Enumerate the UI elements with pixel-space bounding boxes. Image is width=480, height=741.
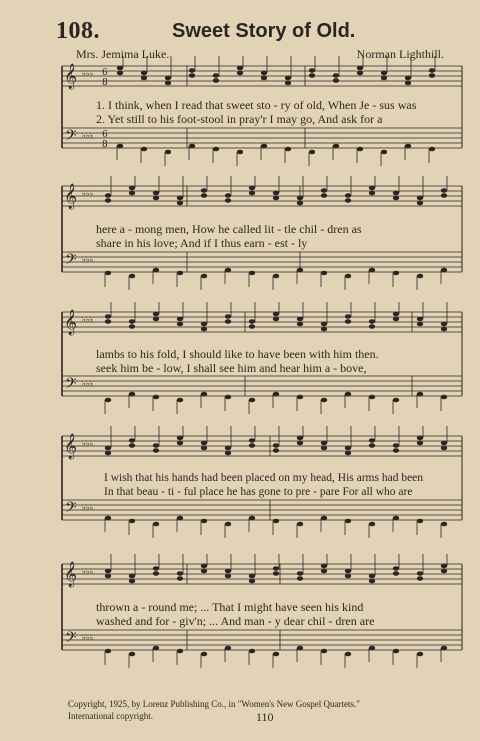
page-number: 110 [256, 710, 274, 724]
note-head-icon [345, 274, 351, 279]
bass-clef-icon: 𝄢 [65, 629, 77, 650]
note-head-icon [321, 564, 327, 569]
note-head-icon [225, 198, 231, 203]
note-head-icon [441, 646, 447, 651]
note-head-icon [309, 73, 315, 78]
composer-credit: Norman Lighthill. [356, 47, 444, 61]
note-head-icon [393, 317, 399, 322]
note-head-icon [333, 73, 339, 78]
note-head-icon [417, 441, 423, 446]
note-head-icon [201, 322, 207, 327]
note-head-icon [345, 519, 351, 524]
note-head-icon [225, 574, 231, 579]
note-head-icon [261, 144, 267, 149]
note-head-icon [297, 201, 303, 206]
note-head-icon [225, 319, 231, 324]
note-head-icon [429, 73, 435, 78]
note-head-icon [369, 324, 375, 329]
note-head-icon [441, 564, 447, 569]
note-head-icon [189, 68, 195, 73]
note-head-icon [225, 314, 231, 319]
lyric-line-verse2: washed and for - giv'n; ... And man - y dear chil - dren are [96, 614, 375, 628]
note-head-icon [153, 317, 159, 322]
key-signature-flat-icon: ♭♭♭ [82, 255, 94, 264]
note-head-icon [369, 268, 375, 273]
note-head-icon [201, 193, 207, 198]
note-head-icon [249, 319, 255, 324]
note-head-icon [321, 322, 327, 327]
note-head-icon [393, 312, 399, 317]
note-head-icon [129, 574, 135, 579]
note-head-icon [297, 436, 303, 441]
note-head-icon [429, 147, 435, 152]
note-head-icon [225, 395, 231, 400]
note-head-icon [369, 574, 375, 579]
note-head-icon [417, 652, 423, 657]
note-head-icon [417, 196, 423, 201]
note-head-icon [237, 71, 243, 76]
key-signature-flat-icon: ♭♭♭ [82, 379, 94, 388]
note-head-icon [153, 448, 159, 453]
note-head-icon [333, 78, 339, 83]
note-head-icon [393, 571, 399, 576]
copyright-notice: Copyright, 1925, by Lorenz Publishing Co., in "Women's New Gospel Quartets." [68, 699, 360, 709]
note-head-icon [189, 73, 195, 78]
international-copyright: International copyright. [68, 711, 153, 721]
note-head-icon [417, 201, 423, 206]
note-head-icon [369, 395, 375, 400]
note-head-icon [201, 392, 207, 397]
note-head-icon [297, 322, 303, 327]
note-head-icon [153, 268, 159, 273]
treble-clef-icon: 𝄞 [64, 184, 78, 209]
note-head-icon [273, 317, 279, 322]
note-head-icon [441, 193, 447, 198]
note-head-icon [321, 569, 327, 574]
note-head-icon [105, 516, 111, 521]
note-head-icon [345, 314, 351, 319]
note-head-icon [249, 574, 255, 579]
note-head-icon [141, 147, 147, 152]
lyric-line-verse2: In that beau - ti - ful place he has gone to pre - pare For all who are [104, 486, 413, 498]
note-head-icon [105, 398, 111, 403]
note-head-icon [225, 646, 231, 651]
note-head-icon [225, 569, 231, 574]
note-head-icon [441, 522, 447, 527]
lyric-line-verse1: I wish that his hands had been placed on my head, His arms had been [104, 472, 424, 484]
note-head-icon [105, 271, 111, 276]
note-head-icon [177, 201, 183, 206]
note-head-icon [249, 191, 255, 196]
note-head-icon [177, 571, 183, 576]
note-head-icon [321, 271, 327, 276]
note-head-icon [129, 438, 135, 443]
note-head-icon [429, 68, 435, 73]
note-head-icon [369, 186, 375, 191]
note-head-icon [129, 579, 135, 584]
note-head-icon [321, 193, 327, 198]
note-head-icon [225, 451, 231, 456]
note-head-icon [201, 274, 207, 279]
note-head-icon [177, 649, 183, 654]
note-head-icon [177, 398, 183, 403]
note-head-icon [309, 150, 315, 155]
note-head-icon [249, 271, 255, 276]
note-head-icon [333, 144, 339, 149]
bass-clef-icon: 𝄢 [65, 251, 77, 272]
note-head-icon [261, 76, 267, 81]
note-head-icon [129, 392, 135, 397]
note-head-icon [381, 71, 387, 76]
note-head-icon [225, 193, 231, 198]
note-head-icon [417, 519, 423, 524]
note-head-icon [321, 188, 327, 193]
note-head-icon [297, 646, 303, 651]
treble-clef-icon: 𝄞 [64, 64, 78, 89]
time-signature-top: 6 [102, 130, 108, 140]
author-credit: Mrs. Jemima Luke. [76, 47, 170, 61]
note-head-icon [249, 186, 255, 191]
note-head-icon [393, 649, 399, 654]
note-head-icon [441, 446, 447, 451]
time-signature-bottom: 8 [102, 140, 108, 150]
note-head-icon [417, 576, 423, 581]
note-head-icon [441, 322, 447, 327]
note-head-icon [177, 576, 183, 581]
note-head-icon [441, 395, 447, 400]
note-head-icon [297, 268, 303, 273]
note-head-icon [249, 398, 255, 403]
lyric-line-verse1: thrown a - round me; ... That I might have seen his kind [96, 600, 364, 614]
note-head-icon [201, 652, 207, 657]
note-head-icon [357, 147, 363, 152]
note-head-icon [321, 516, 327, 521]
lyric-line-verse2: 2. Yet still to his foot-stool in pray'r I may go, And ask for a [96, 112, 383, 126]
note-head-icon [393, 191, 399, 196]
note-head-icon [297, 576, 303, 581]
note-head-icon [393, 566, 399, 571]
time-signature-bottom: 8 [102, 78, 108, 88]
note-head-icon [177, 196, 183, 201]
note-head-icon [165, 81, 171, 86]
note-head-icon [369, 579, 375, 584]
bass-clef-icon: 𝄢 [65, 127, 77, 148]
note-head-icon [321, 327, 327, 332]
note-head-icon [201, 564, 207, 569]
key-signature-flat-icon: ♭♭♭ [82, 315, 94, 324]
note-head-icon [381, 76, 387, 81]
note-head-icon [417, 322, 423, 327]
note-head-icon [297, 441, 303, 446]
note-head-icon [393, 398, 399, 403]
note-head-icon [441, 327, 447, 332]
note-head-icon [345, 574, 351, 579]
note-head-icon [141, 76, 147, 81]
note-head-icon [369, 191, 375, 196]
note-head-icon [261, 71, 267, 76]
note-head-icon [153, 395, 159, 400]
note-head-icon [393, 516, 399, 521]
note-head-icon [153, 191, 159, 196]
note-head-icon [153, 646, 159, 651]
note-head-icon [201, 327, 207, 332]
note-head-icon [273, 392, 279, 397]
note-head-icon [273, 571, 279, 576]
note-head-icon [273, 519, 279, 524]
note-head-icon [285, 81, 291, 86]
note-head-icon [237, 66, 243, 71]
note-head-icon [165, 150, 171, 155]
note-head-icon [345, 446, 351, 451]
note-head-icon [417, 317, 423, 322]
note-head-icon [249, 579, 255, 584]
note-head-icon [309, 68, 315, 73]
note-head-icon [153, 571, 159, 576]
note-head-icon [249, 438, 255, 443]
note-head-icon [177, 271, 183, 276]
note-head-icon [273, 652, 279, 657]
note-head-icon [153, 566, 159, 571]
lyric-line-verse2: share in his love; And if I thus earn - est - ly [96, 236, 308, 250]
note-head-icon [441, 569, 447, 574]
note-head-icon [153, 443, 159, 448]
note-head-icon [105, 446, 111, 451]
note-head-icon [369, 443, 375, 448]
note-head-icon [201, 441, 207, 446]
note-head-icon [177, 317, 183, 322]
note-head-icon [297, 571, 303, 576]
note-head-icon [369, 522, 375, 527]
note-head-icon [357, 71, 363, 76]
key-signature-flat-icon: ♭♭♭ [82, 439, 94, 448]
note-head-icon [225, 446, 231, 451]
time-signature-top: 6 [102, 68, 108, 78]
note-head-icon [153, 312, 159, 317]
note-head-icon [417, 571, 423, 576]
note-head-icon [297, 522, 303, 527]
note-head-icon [129, 324, 135, 329]
note-head-icon [201, 188, 207, 193]
note-head-icon [297, 395, 303, 400]
note-head-icon [129, 519, 135, 524]
note-head-icon [213, 78, 219, 83]
note-head-icon [213, 147, 219, 152]
note-head-icon [177, 436, 183, 441]
note-head-icon [417, 436, 423, 441]
note-head-icon [345, 392, 351, 397]
note-head-icon [285, 76, 291, 81]
note-head-icon [441, 268, 447, 273]
note-head-icon [357, 66, 363, 71]
note-head-icon [441, 441, 447, 446]
note-head-icon [369, 646, 375, 651]
note-head-icon [321, 441, 327, 446]
key-signature-flat-icon: ♭♭♭ [82, 131, 94, 140]
note-head-icon [105, 649, 111, 654]
note-head-icon [297, 196, 303, 201]
note-head-icon [201, 446, 207, 451]
note-head-icon [153, 522, 159, 527]
lyric-line-verse1: here a - mong men, How he called lit - tle chil - dren as [96, 222, 362, 236]
note-head-icon [417, 392, 423, 397]
note-head-icon [393, 448, 399, 453]
note-head-icon [105, 193, 111, 198]
note-head-icon [369, 319, 375, 324]
bass-clef-icon: 𝄢 [65, 499, 77, 520]
note-head-icon [129, 319, 135, 324]
note-head-icon [201, 519, 207, 524]
note-head-icon [225, 268, 231, 273]
note-head-icon [249, 443, 255, 448]
note-head-icon [273, 566, 279, 571]
note-head-icon [189, 144, 195, 149]
note-head-icon [369, 438, 375, 443]
note-head-icon [177, 441, 183, 446]
note-head-icon [249, 324, 255, 329]
treble-clef-icon: 𝄞 [64, 434, 78, 459]
note-head-icon [345, 198, 351, 203]
key-signature-flat-icon: ♭♭♭ [82, 633, 94, 642]
note-head-icon [105, 574, 111, 579]
note-head-icon [345, 652, 351, 657]
hymn-title: Sweet Story of Old. [172, 20, 356, 42]
note-head-icon [105, 569, 111, 574]
note-head-icon [393, 196, 399, 201]
note-head-icon [345, 569, 351, 574]
treble-clef-icon: 𝄞 [64, 310, 78, 335]
note-head-icon [129, 186, 135, 191]
note-head-icon [105, 314, 111, 319]
note-head-icon [249, 649, 255, 654]
note-head-icon [285, 147, 291, 152]
note-head-icon [129, 652, 135, 657]
note-head-icon [273, 191, 279, 196]
note-head-icon [273, 312, 279, 317]
note-head-icon [417, 274, 423, 279]
note-head-icon [249, 516, 255, 521]
key-signature-flat-icon: ♭♭♭ [82, 567, 94, 576]
note-head-icon [117, 66, 123, 71]
key-signature-flat-icon: ♭♭♭ [82, 189, 94, 198]
lyric-line-verse2: seek him be - low, I shall see him and hear him a - bove, [96, 361, 367, 375]
key-signature-flat-icon: ♭♭♭ [82, 503, 94, 512]
note-head-icon [321, 398, 327, 403]
note-head-icon [141, 71, 147, 76]
key-signature-flat-icon: ♭♭♭ [82, 69, 94, 78]
note-head-icon [393, 271, 399, 276]
note-head-icon [321, 446, 327, 451]
lyric-line-verse1: lambs to his fold, I should like to have been with him then. [96, 347, 379, 361]
note-head-icon [273, 448, 279, 453]
note-head-icon [177, 322, 183, 327]
note-head-icon [105, 319, 111, 324]
note-head-icon [117, 71, 123, 76]
lyric-line-verse1: 1. I think, when I read that sweet sto - ry of old, When Je - sus was [96, 98, 417, 112]
note-head-icon [405, 81, 411, 86]
note-head-icon [393, 443, 399, 448]
note-head-icon [129, 443, 135, 448]
note-head-icon [225, 522, 231, 527]
note-head-icon [237, 150, 243, 155]
note-head-icon [273, 443, 279, 448]
note-head-icon [405, 144, 411, 149]
note-head-icon [177, 516, 183, 521]
hymn-number: 108. [56, 18, 100, 44]
note-head-icon [129, 274, 135, 279]
note-head-icon [213, 73, 219, 78]
bass-clef-icon: 𝄢 [65, 375, 77, 396]
note-head-icon [105, 198, 111, 203]
note-head-icon [273, 274, 279, 279]
note-head-icon [129, 191, 135, 196]
note-head-icon [441, 188, 447, 193]
note-head-icon [405, 76, 411, 81]
note-head-icon [321, 649, 327, 654]
note-head-icon [345, 451, 351, 456]
note-head-icon [345, 319, 351, 324]
note-head-icon [273, 196, 279, 201]
note-head-icon [297, 317, 303, 322]
note-head-icon [201, 569, 207, 574]
note-head-icon [165, 76, 171, 81]
note-head-icon [381, 150, 387, 155]
note-head-icon [117, 144, 123, 149]
note-head-icon [153, 196, 159, 201]
note-head-icon [105, 451, 111, 456]
treble-clef-icon: 𝄞 [64, 562, 78, 587]
note-head-icon [345, 193, 351, 198]
